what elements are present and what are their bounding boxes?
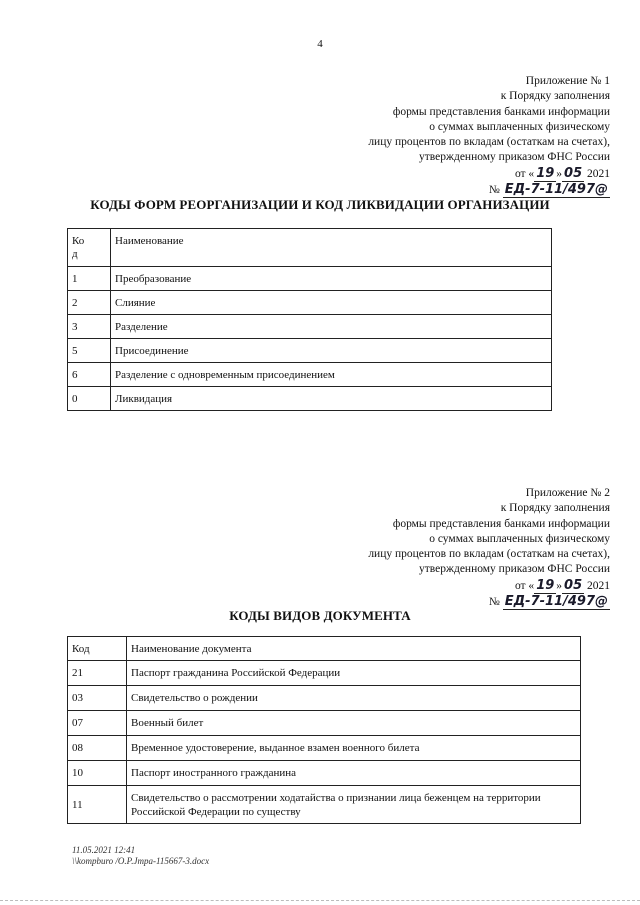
table-2-title: КОДЫ ВИДОВ ДОКУМЕНТА [229,608,411,623]
row-code: 08 [68,736,127,761]
row-name: Военный билет [127,711,581,736]
table-row [68,661,581,686]
header-code: Код [68,637,127,661]
row-code: 11 [68,786,127,824]
appendix-1-date: от « 19 » 05 2021 [514,165,610,181]
table-header-row [68,229,552,267]
row-code: 1 [68,267,111,291]
appendix-1-line: лицу процентов по вкладам (остаткам на счетах), [368,136,610,149]
row-name: Разделение с одновременным присоединением [111,363,552,387]
appendix-2-date: от « 19 » 05 2021 [514,577,610,593]
row-name: Временное удостоверение, выданное взамен военного билета [127,736,581,761]
table-row [68,267,552,291]
row-code: 21 [68,661,127,686]
appendix-2-line: Приложение № 2 [525,487,610,499]
row-code: 0 [68,387,111,411]
table-1-title: КОДЫ ФОРМ РЕОРГАНИЗАЦИИ И КОД ЛИКВИДАЦИИ ОРГАНИЗАЦИИ [90,197,550,212]
row-name: Присоединение [111,339,552,363]
row-name: Свидетельство о рождении [127,686,581,711]
appendix-2-header [310,486,610,610]
appendix-2-line: о суммах выплаченных физическому [429,532,610,545]
handwritten-day: 19 [536,577,555,593]
row-code: 10 [68,761,127,786]
table-row [68,339,552,363]
appendix-1-line: утвержденному приказом ФНС России [419,151,610,164]
handwritten-order-number: ЕД-7-11/497@ [504,182,608,198]
appendix-1-line: о суммах выплаченных физическому [429,120,610,133]
table-row [68,291,552,315]
handwritten-month: 05 [564,165,583,181]
row-name: Паспорт гражданина Российской Федерации [127,661,581,686]
handwritten-day: 19 [536,165,555,181]
page-edge-divider [0,900,640,902]
appendix-1-line: к Порядку заполнения [500,90,610,103]
row-code: 03 [68,686,127,711]
header-name: Наименование [111,229,552,267]
appendix-2-line: лицу процентов по вкладам (остаткам на счетах), [368,548,610,561]
table-row [68,363,552,387]
handwritten-order-number: ЕД-7-11/497@ [504,594,608,610]
appendix-1-number: № ЕД-7-11/497@ [488,182,608,198]
document-type-codes-table [67,636,581,824]
appendix-2-line: к Порядку заполнения [500,502,610,515]
appendix-1-header [310,74,610,198]
table-row [68,686,581,711]
row-name: Слияние [111,291,552,315]
reorganization-codes-table [67,228,552,411]
row-code: 2 [68,291,111,315]
row-name: Свидетельство о рассмотрении ходатайства о признании лица беженцем на территории Российской Федерации по существу [127,786,581,824]
footer-timestamp: 11.05.2021 12:41 [72,845,136,855]
table-row [68,761,581,786]
table-row [68,736,581,761]
table-row [68,315,552,339]
row-code: 07 [68,711,127,736]
page-number: 4 [317,38,323,50]
header-code: Ко д [68,229,111,267]
footer-file-path: \\kompburo /О.Р.Jmpa-115667-3.docx [72,856,210,866]
appendix-2-line: утвержденному приказом ФНС России [419,563,610,576]
row-code: 6 [68,363,111,387]
table-row [68,387,552,411]
row-name: Разделение [111,315,552,339]
header-name: Наименование документа [127,637,581,661]
appendix-1-line: Приложение № 1 [525,75,610,87]
table-row [68,786,581,824]
row-code: 5 [68,339,111,363]
row-name: Преобразование [111,267,552,291]
appendix-2-line: формы представления банками информации [392,517,610,530]
row-name: Ликвидация [111,387,552,411]
table-header-row [68,637,581,661]
appendix-1-line: формы представления банками информации [392,105,610,118]
appendix-2-number: № ЕД-7-11/497@ [488,594,608,610]
row-name: Паспорт иностранного гражданина [127,761,581,786]
row-code: 3 [68,315,111,339]
table-row [68,711,581,736]
handwritten-month: 05 [564,577,583,593]
document-footer [72,845,209,867]
